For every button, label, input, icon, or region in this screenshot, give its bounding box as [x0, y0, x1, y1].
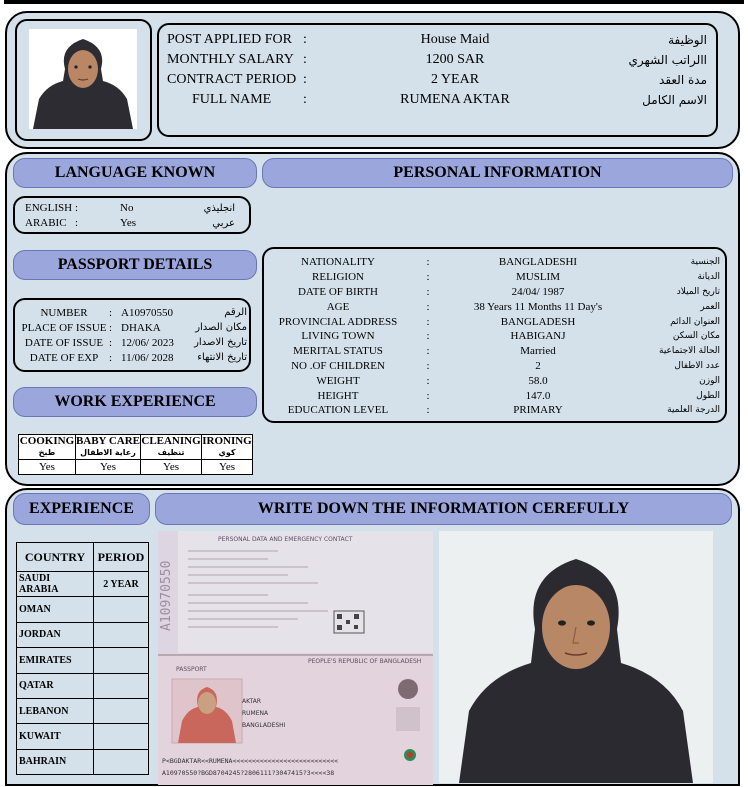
passport-scan-mrz-2: A10970550?BGD8704245?2806111?3047415?3<<<<38: [162, 769, 335, 777]
passport-scan-image: [158, 531, 433, 785]
passport-scan-header-left: PASSPORT: [176, 666, 207, 673]
post-label: POST APPLIED FOR: [167, 32, 293, 47]
applicant-photo: [29, 29, 137, 129]
work-experience-table: [18, 434, 253, 475]
info-panel: [5, 152, 740, 486]
personal-row: AGE : 38 Years 11 Months 11 Day's العمر: [326, 300, 720, 313]
passport-scan-mrz-1: P<BGDAKTAR<<RUMENA<<<<<<<<<<<<<<<<<<<<<<<<<<<: [162, 757, 339, 765]
personal-row: WEIGHT : 58.0 الوزن: [316, 374, 720, 387]
passport-scan-country: BANGLADESHI: [242, 722, 286, 729]
top-bar: [4, 0, 744, 4]
personal-row: LIVING TOWN : HABIGANJ مكان السكن: [301, 330, 720, 343]
contract-value: 2 YEAR: [430, 72, 480, 87]
salary-label: MONTHLY SALARY: [167, 52, 294, 67]
post-details-box: [157, 23, 718, 137]
passport-title: PASSPORT DETAILS: [13, 250, 257, 280]
post-row: POST APPLIED FOR : House Maid الوظيفة: [167, 32, 707, 47]
contract-label: CONTRACT PERIOD: [167, 72, 297, 87]
experience-table: [16, 542, 149, 775]
experience-row: LEBANON: [17, 698, 149, 723]
applicant-portrait: [439, 531, 713, 783]
experience-panel: [5, 488, 740, 786]
work-values-row: Yes Yes Yes Yes: [19, 460, 253, 475]
personal-row: NO .OF CHILDREN : 2 عدد الاطفال: [291, 359, 720, 372]
personal-rows: [268, 255, 720, 418]
name-row: FULL NAME : RUMENA AKTAR الاسم الكامل: [167, 90, 707, 110]
passport-row-issue: DATE OF ISSUE : 12/06/ 2023 تاريخ الاصدار: [24, 336, 247, 349]
language-row-english: ENGLISH : No انجليذي: [25, 202, 235, 214]
experience-row: BAHRAIN: [17, 749, 149, 774]
passport-row-number: NUMBER : A10970550 الرقم: [40, 306, 247, 319]
personal-row: MERITAL STATUS : Married الحالة الاجتماعية: [293, 345, 720, 358]
language-row-arabic: ARABIC : Yes عربي: [25, 217, 235, 229]
name-arabic: الاسم الكامل: [642, 93, 707, 107]
personal-row: PROVINCIAL ADDRESS : BANGLADESH العنوان الدائم: [278, 315, 720, 328]
experience-title: EXPERIENCE: [13, 493, 150, 525]
name-value: RUMENA AKTAR: [400, 92, 510, 107]
salary-arabic: االراتب الشهري: [628, 53, 707, 67]
contract-arabic: مدة العقد: [659, 73, 707, 87]
experience-row: QATAR: [17, 673, 149, 698]
experience-row: JORDAN: [17, 622, 149, 647]
experience-row: EMIRATES: [17, 648, 149, 673]
passport-scan-header-right: PEOPLE'S REPUBLIC OF BANGLADESH: [308, 658, 422, 665]
passport-row-place: PLACE OF ISSUE : DHAKA مكان الصدار: [21, 321, 247, 334]
notice-title: WRITE DOWN THE INFORMATION CEREFULLY: [155, 493, 732, 525]
passport-box: [13, 298, 251, 372]
passport-scan-given-name: RUMENA: [242, 710, 269, 717]
name-label: FULL NAME: [192, 92, 272, 107]
passport-scan-surname: AKTAR: [242, 698, 262, 705]
experience-row: KUWAIT: [17, 724, 149, 749]
work-title: WORK EXPERIENCE: [13, 387, 257, 417]
personal-row: NATIONALITY : BANGLADESHI الجنسية: [301, 256, 720, 269]
photo-frame: [15, 19, 152, 141]
experience-row: SAUDI ARABIA 2 YEAR: [17, 572, 149, 597]
personal-row: HEIGHT : 147.0 الطول: [317, 389, 720, 402]
header-panel: [5, 11, 740, 149]
work-header-row: COOKING طبخ BABY CARE رعاية الاطفال CLEANING تنظيف IRONING كوي: [19, 435, 253, 460]
salary-row: MONTHLY SALARY : 1200 SAR االراتب الشهري: [167, 52, 707, 67]
svg-text:A10970550: A10970550: [159, 560, 174, 631]
language-box: [13, 196, 251, 234]
personal-row: DATE OF BIRTH : 24/04/ 1987 تاريخ الميلاد: [297, 285, 720, 298]
passport-row-expiry: DATE OF EXP : 11/06/ 2028 تاريخ الانتهاء: [29, 351, 247, 364]
experience-row: OMAN: [17, 597, 149, 622]
passport-scan-data-title: PERSONAL DATA AND EMERGENCY CONTACT: [218, 536, 353, 543]
personal-box: [262, 247, 727, 423]
contract-row: CONTRACT PERIOD : 2 YEAR مدة العقد: [167, 72, 707, 87]
personal-row: EDUCATION LEVEL : PRIMARY الدرجة العلمية: [287, 404, 720, 417]
experience-header-row: COUNTRY PERIOD: [17, 543, 149, 572]
personal-row: RELIGION : MUSLIM الديانة: [312, 271, 720, 284]
post-value: House Maid: [420, 32, 490, 47]
post-arabic: الوظيفة: [668, 33, 707, 47]
personal-title: PERSONAL INFORMATION: [262, 158, 733, 188]
salary-value: 1200 SAR: [425, 52, 485, 67]
language-title: LANGUAGE KNOWN: [13, 158, 257, 188]
